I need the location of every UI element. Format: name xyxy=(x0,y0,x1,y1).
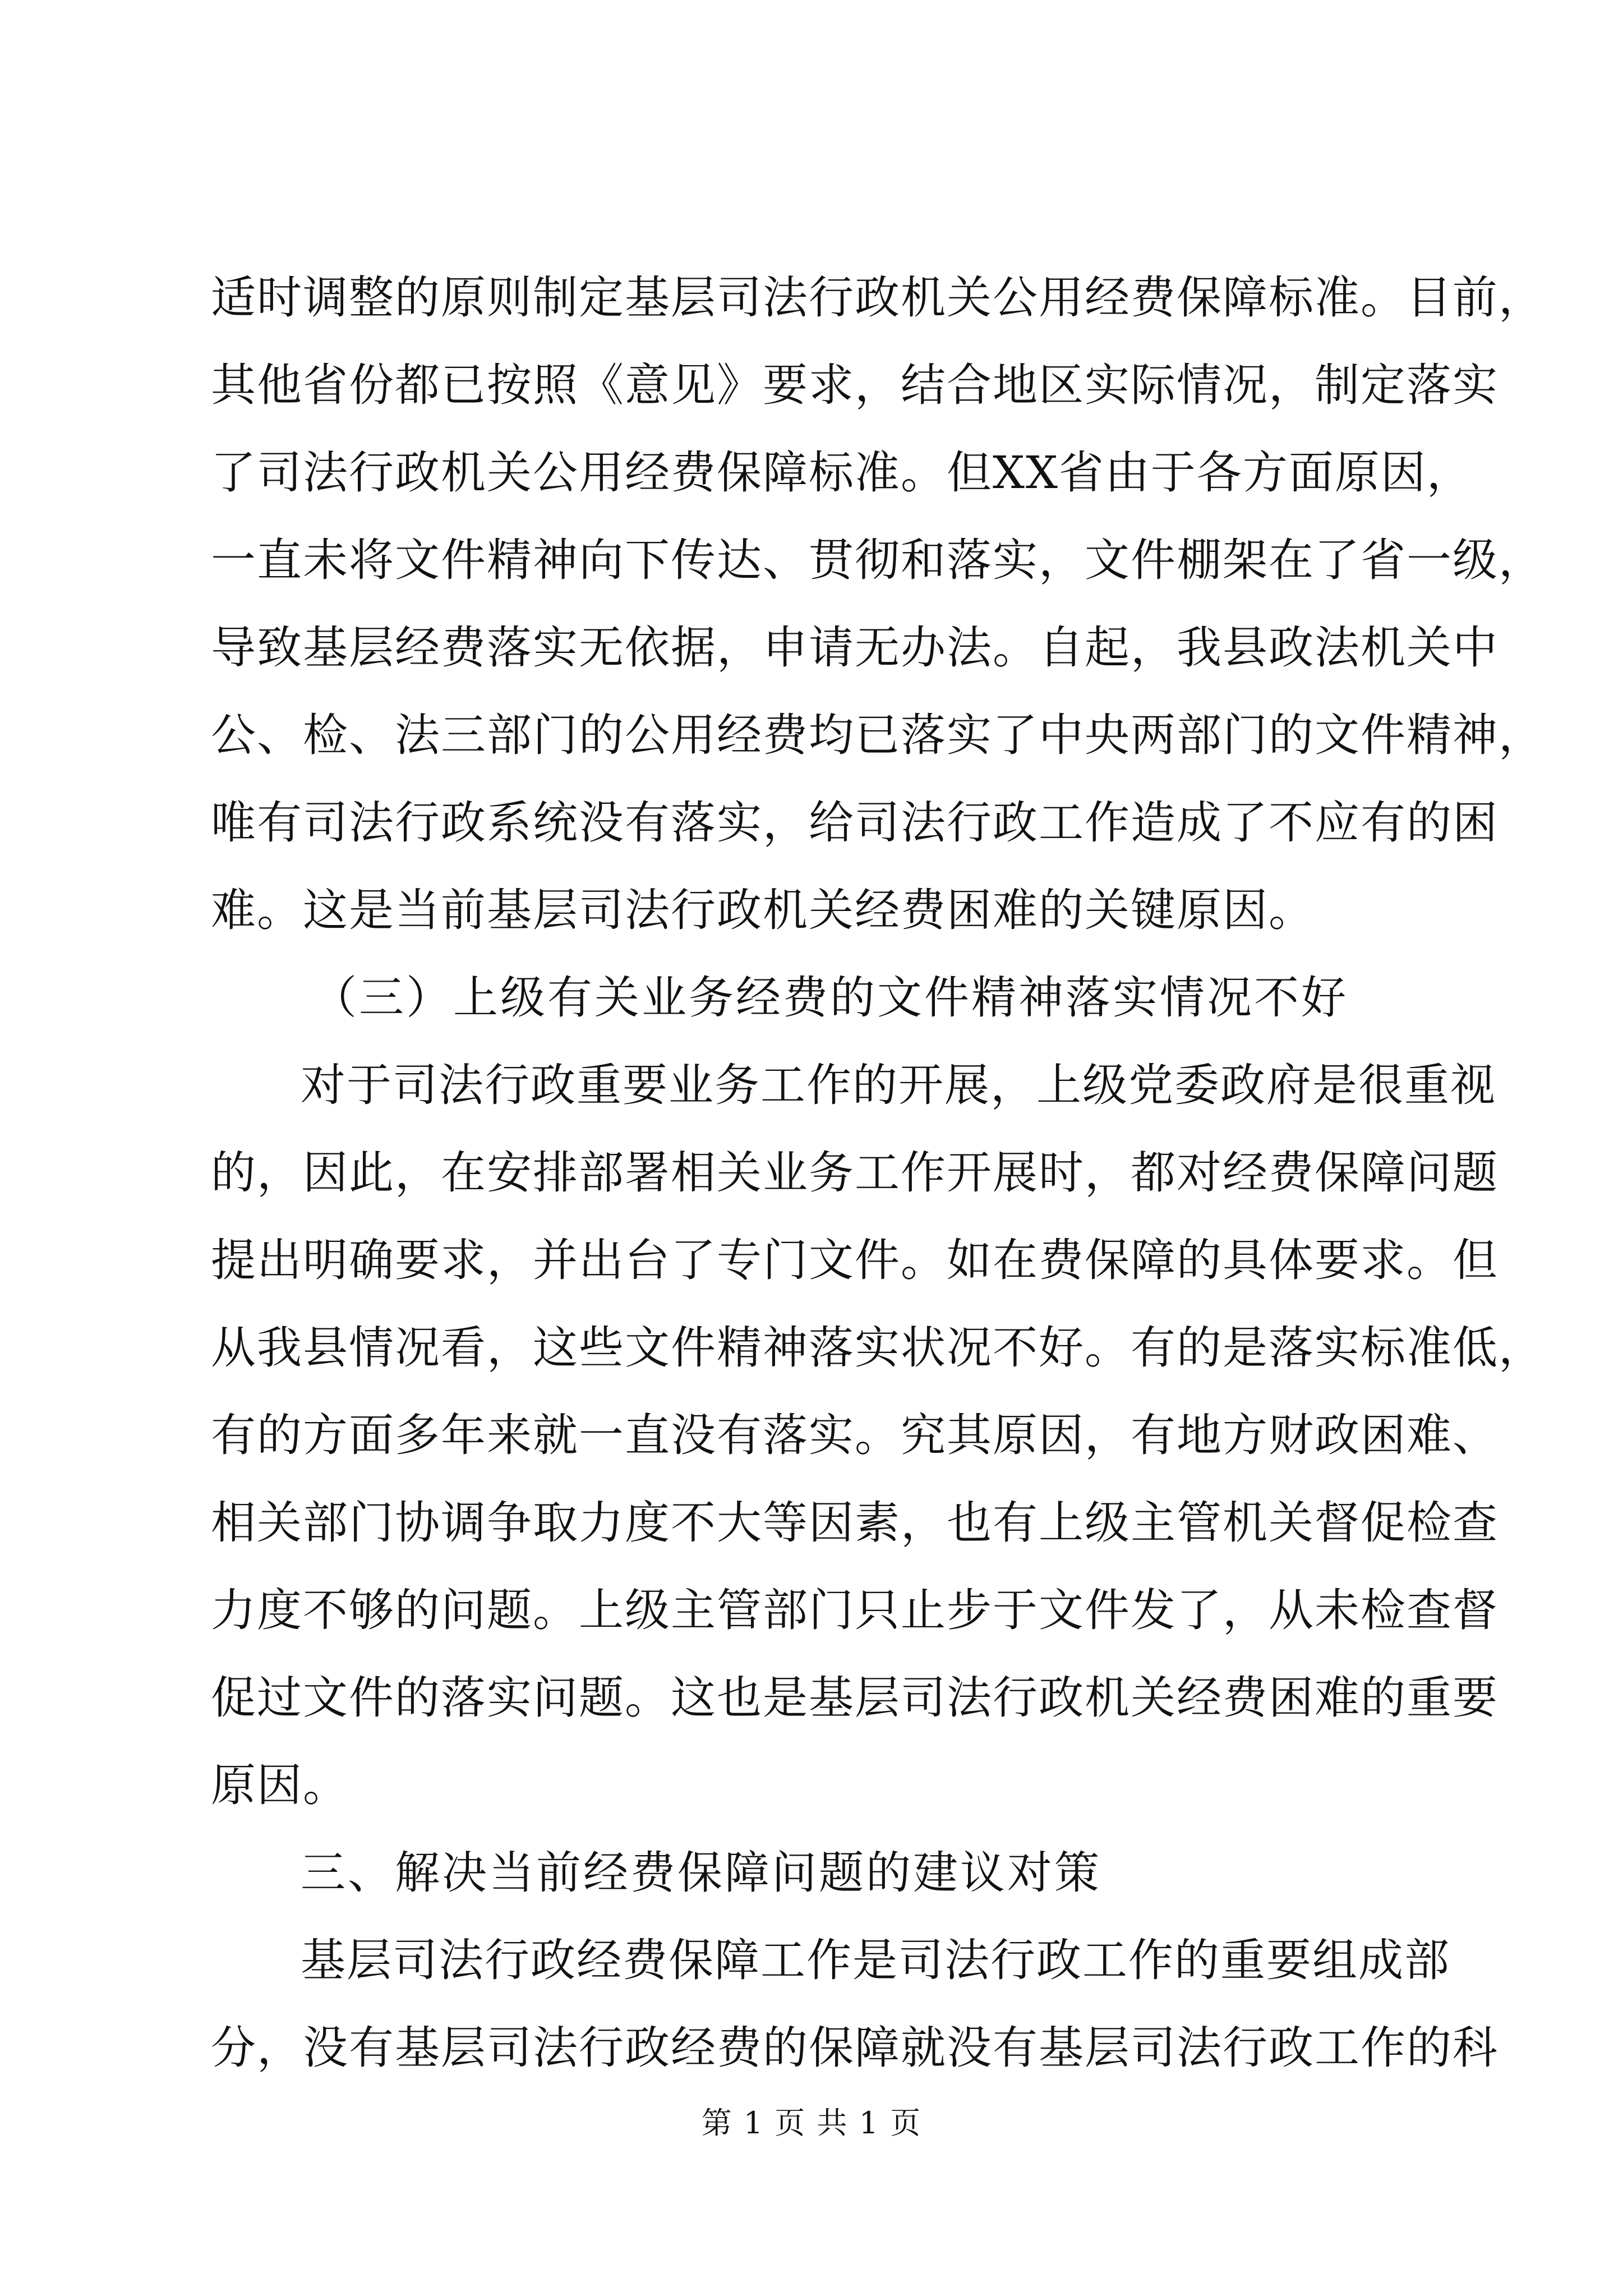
paragraph-2-line: 原因。 xyxy=(211,1759,349,1811)
paragraph-1-line: 公、检、法三部门的公用经费均已落实了中央两部门的文件精神， xyxy=(211,709,1544,761)
paragraph-3-line: 基层司法行政经费保障工作是司法行政工作的重要组成部 xyxy=(301,1934,1450,1986)
paragraph-1-line: 了司法行政机关公用经费保障标准。但XX省由于各方面原因， xyxy=(211,447,1473,499)
paragraph-1-line: 适时调整的原则制定基层司法行政机关公用经费保障标准。目前， xyxy=(211,272,1544,324)
paragraph-1-line: 唯有司法行政系统没有落实，给司法行政工作造成了不应有的困 xyxy=(211,797,1498,849)
paragraph-1-line: 难。这是当前基层司法行政机关经费困难的关键原因。 xyxy=(211,884,1315,936)
paragraph-2-line: 提出明确要求，并出台了专门文件。如在费保障的具体要求。但 xyxy=(211,1234,1498,1286)
page-footer: 第 1 页 共 1 页 xyxy=(701,2105,922,2141)
paragraph-1-line: 一直未将文件精神向下传达、贯彻和落实，文件棚架在了省一级， xyxy=(211,534,1544,586)
paragraph-1-line: 导致基层经费落实无依据，申请无办法。自起，我县政法机关中 xyxy=(211,622,1498,674)
paragraph-1-line: 其他省份都已按照《意见》要求，结合地区实际情况，制定落实 xyxy=(211,359,1498,411)
section-heading: 三、解决当前经费保障问题的建议对策 xyxy=(301,1847,1101,1899)
paragraph-3-line: 分，没有基层司法行政经费的保障就没有基层司法行政工作的科 xyxy=(211,2022,1498,2074)
paragraph-2-line: 相关部门协调争取力度不大等因素，也有上级主管机关督促检查 xyxy=(211,1497,1498,1549)
paragraph-2-line: 促过文件的落实问题。这也是基层司法行政机关经费困难的重要 xyxy=(211,1672,1498,1724)
paragraph-2-line: 有的方面多年来就一直没有落实。究其原因，有地方财政困难、 xyxy=(211,1409,1498,1461)
paragraph-2-line: 力度不够的问题。上级主管部门只止步于文件发了，从未检查督 xyxy=(211,1584,1498,1636)
paragraph-2-line: 对于司法行政重要业务工作的开展，上级党委政府是很重视 xyxy=(301,1059,1496,1111)
paragraph-2-line: 从我县情况看，这些文件精神落实状况不好。有的是落实标准低， xyxy=(211,1322,1544,1374)
subsection-heading: （三）上级有关业务经费的文件精神落实情况不好 xyxy=(312,972,1348,1024)
paragraph-2-line: 的，因此，在安排部署相关业务工作开展时，都对经费保障问题 xyxy=(211,1147,1498,1199)
